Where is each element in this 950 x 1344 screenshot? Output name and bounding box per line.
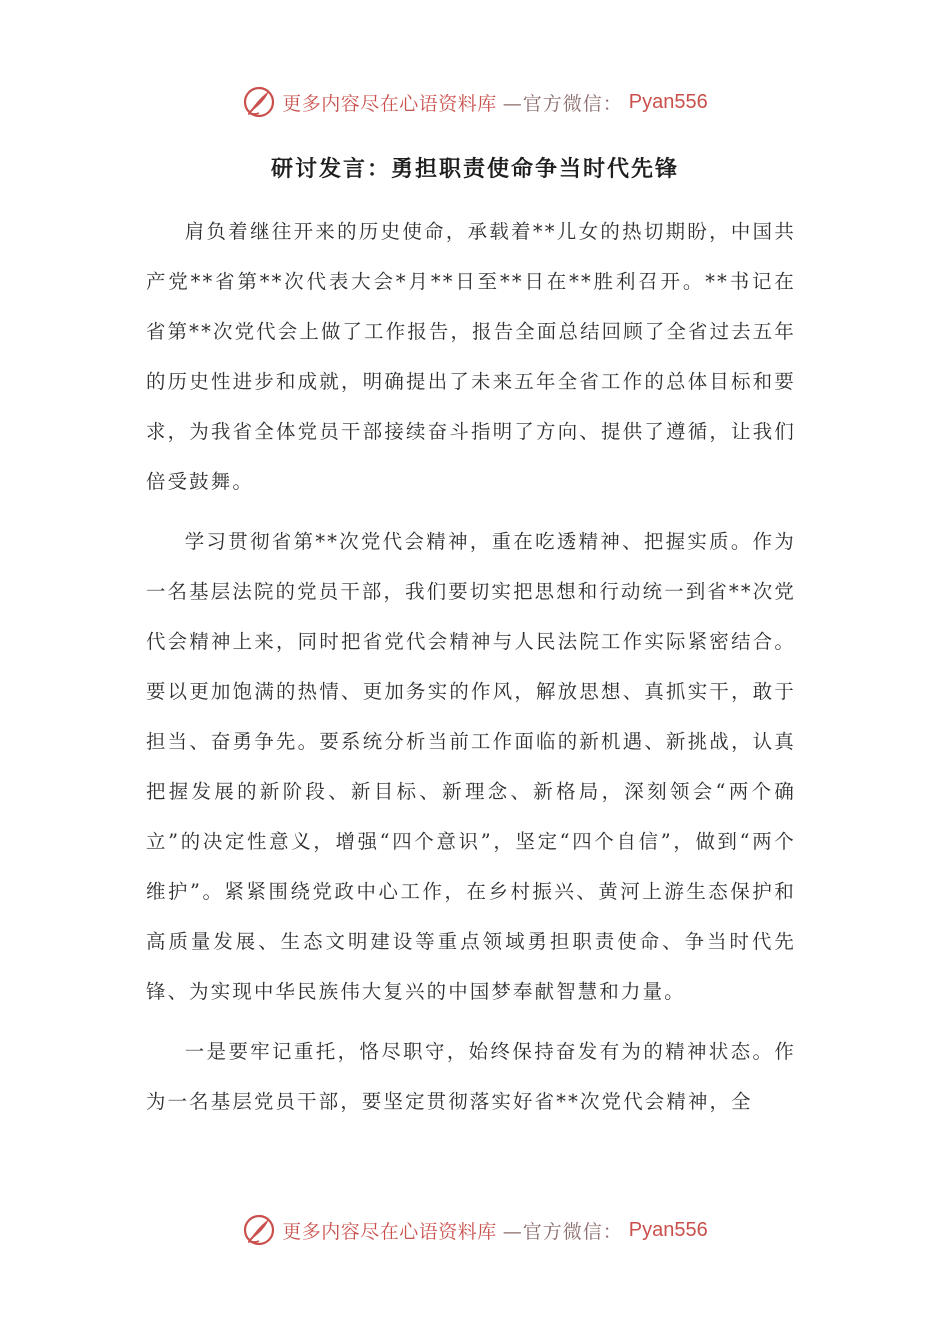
paragraph-2: 学习贯彻省第**次党代会精神，重在吃透精神、把握实质。作为一名基层法院的党员干部，我们要切实把思想和行动统一到省**次党代会精神上来，同时把省党代会精神与人民法院工作实际紧密结合。要以更加饱满的热情、更加务实的作风，解放思想、真抓实干，敢于担当、奋勇争先。要系统分析当前工作面临的新机遇、新挑战，认真把握发展的新阶段、新目标、新理念、新格局，深刻领会“两个确立”的决定性意义，增强“四个意识”，坚定“四个自信”，做到“两个维护”。紧紧围绕党政中心工作，在乡村振兴、黄河上游生态保护和高质量发展、生态文明建设等重点领域勇担职责使命、争当时代先锋、为实现中华民族伟大复兴的中国梦奉献智慧和力量。 xyxy=(146,530,796,1003)
banner-wechat-id: Pyan556 xyxy=(628,90,708,113)
banner-wechat-id: Pyan556 xyxy=(628,1218,708,1241)
banner-wechat-label: —官方微信： xyxy=(502,92,623,115)
quill-logo-icon xyxy=(242,85,276,119)
document-body xyxy=(146,207,796,1137)
banner-site-name: 更多内容尽在心语资料库 xyxy=(282,92,497,115)
header-banner xyxy=(0,82,950,122)
page-title: 研讨发言：勇担职责使命争当时代先锋 xyxy=(270,157,679,182)
banner-site-name: 更多内容尽在心语资料库 xyxy=(282,1220,497,1243)
paragraph-1: 肩负着继往开来的历史使命，承载着**儿女的热切期盼，中国共产党**省第**次代表大会*月**日至**日在**胜利召开。**书记在省第**次党代会上做了工作报告，报告全面总结回顾了全省过去五年的历史性进步和成就，明确提出了未来五年全省工作的总体目标和要求，为我省全体党员干部接续奋斗指明了方向、提供了遵循，让我们倍受鼓舞。 xyxy=(146,220,796,493)
quill-logo-icon xyxy=(242,1213,276,1247)
paragraph-3: 一是要牢记重托，恪尽职守，始终保持奋发有为的精神状态。作为一名基层党员干部，要坚定贯彻落实好省**次党代会精神，全 xyxy=(146,1040,796,1113)
banner-wechat-label: —官方微信： xyxy=(502,1220,623,1243)
footer-banner xyxy=(0,1210,950,1250)
